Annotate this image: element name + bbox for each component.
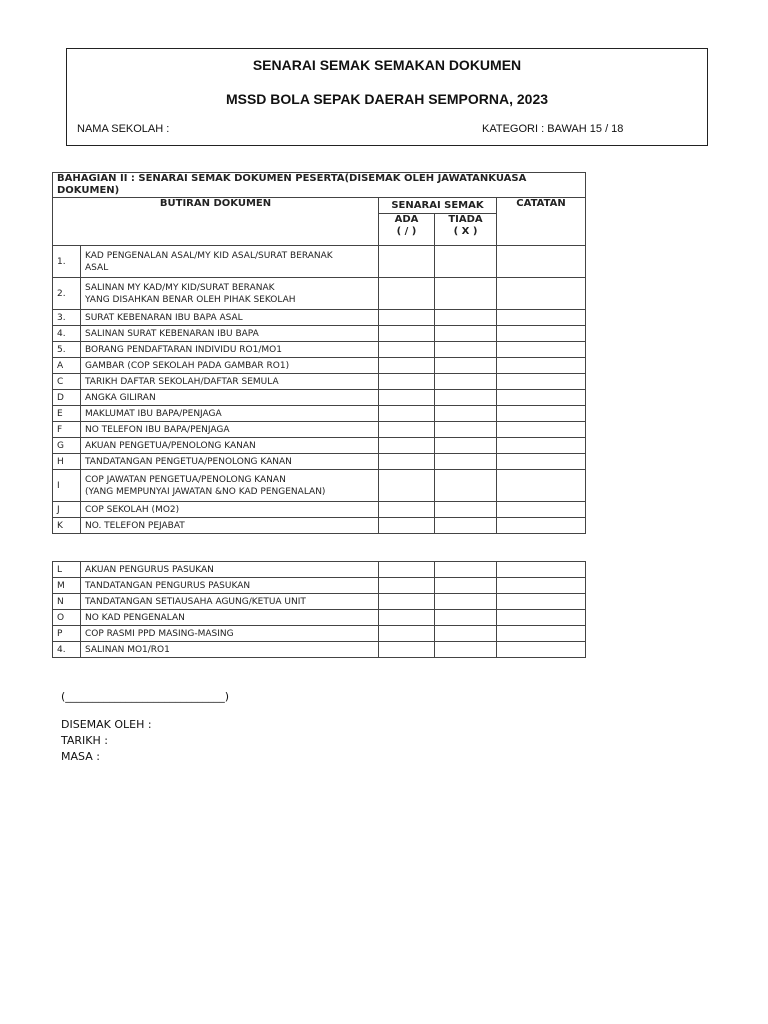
row-item-text: TANDATANGAN PENGURUS PASUKAN (85, 580, 251, 591)
notes-cell[interactable] (497, 358, 586, 374)
table-row (53, 594, 586, 610)
ada-cell[interactable] (379, 562, 435, 578)
ada-cell[interactable] (379, 470, 435, 502)
ada-cell[interactable] (379, 438, 435, 454)
table-row (53, 610, 586, 626)
ada-cell[interactable] (379, 278, 435, 310)
row-number: N (53, 594, 81, 610)
tiada-cell[interactable] (435, 518, 497, 534)
notes-cell[interactable] (497, 562, 586, 578)
checked-by-label: DISEMAK OLEH : (61, 718, 152, 731)
row-item (81, 406, 379, 422)
ada-cell[interactable] (379, 626, 435, 642)
ada-cell[interactable] (379, 642, 435, 658)
row-item (81, 422, 379, 438)
document-title: SENARAI SEMAK SEMAKAN DOKUMEN (252, 57, 522, 73)
row-item-text: AKUAN PENGETUA/PENOLONG KANAN (85, 440, 256, 451)
row-item (81, 326, 379, 342)
table-row (53, 502, 586, 518)
ada-cell[interactable] (379, 310, 435, 326)
notes-cell[interactable] (497, 454, 586, 470)
row-number: 2. (53, 278, 81, 310)
row-item-text: KAD PENGENALAN ASAL/MY KID ASAL/SURAT BERANAK (85, 250, 333, 261)
tiada-mark: ( X ) (453, 226, 478, 237)
row-item-text: NO TELEFON IBU BAPA/PENJAGA (85, 424, 230, 435)
ada-mark: ( / ) (396, 226, 417, 237)
document-subtitle: MSSD BOLA SEPAK DAERAH SEMPORNA, 2023 (225, 91, 549, 107)
row-item (81, 358, 379, 374)
row-number: 1. (53, 246, 81, 278)
notes-cell[interactable] (497, 374, 586, 390)
tiada-cell[interactable] (435, 562, 497, 578)
tiada-cell[interactable] (435, 470, 497, 502)
row-item-text: SALINAN MY KAD/MY KID/SURAT BERANAK (85, 282, 275, 293)
tiada-cell[interactable] (435, 502, 497, 518)
tiada-label: TIADA (448, 214, 483, 225)
table-row (53, 518, 586, 534)
row-item-text: TANDATANGAN SETIAUSAHA AGUNG/KETUA UNIT (85, 596, 306, 607)
table-row (53, 562, 586, 578)
row-item (81, 626, 379, 642)
column-header-ada (379, 214, 435, 246)
notes-cell[interactable] (497, 578, 586, 594)
checklist-table-continued (52, 561, 586, 658)
ada-cell[interactable] (379, 358, 435, 374)
table-row (53, 406, 586, 422)
checklist-table (52, 172, 586, 534)
row-item-text-2: ASAL (85, 262, 109, 273)
row-item (81, 594, 379, 610)
notes-cell[interactable] (497, 422, 586, 438)
row-item-text: GAMBAR (COP SEKOLAH PADA GAMBAR RO1) (85, 360, 290, 371)
tiada-cell[interactable] (435, 642, 497, 658)
row-item-text: SALINAN MO1/RO1 (85, 644, 170, 655)
ada-cell[interactable] (379, 374, 435, 390)
notes-cell[interactable] (497, 518, 586, 534)
row-number: 4. (53, 642, 81, 658)
row-number: 5. (53, 342, 81, 358)
notes-cell[interactable] (497, 438, 586, 454)
category-label: KATEGORI : BAWAH 15 / 18 (482, 123, 624, 135)
notes-cell[interactable] (497, 326, 586, 342)
ada-cell[interactable] (379, 422, 435, 438)
ada-cell[interactable] (379, 610, 435, 626)
row-item (81, 342, 379, 358)
table-row (53, 578, 586, 594)
row-number: I (53, 470, 81, 502)
section-title: BAHAGIAN II : SENARAI SEMAK DOKUMEN PESERTA(DISEMAK OLEH JAWATANKUASA DOKUMEN) (53, 173, 586, 198)
row-item-text: AKUAN PENGURUS PASUKAN (85, 564, 214, 575)
row-item-text: TARIKH DAFTAR SEKOLAH/DAFTAR SEMULA (85, 376, 279, 387)
row-number: C (53, 374, 81, 390)
table-row (53, 454, 586, 470)
table-row (53, 438, 586, 454)
row-number: P (53, 626, 81, 642)
row-item (81, 578, 379, 594)
ada-cell[interactable] (379, 342, 435, 358)
row-item-text: NO. TELEFON PEJABAT (85, 520, 185, 531)
ada-cell[interactable] (379, 594, 435, 610)
tiada-cell[interactable] (435, 438, 497, 454)
column-header-notes: CATATAN (497, 198, 586, 246)
tiada-cell[interactable] (435, 358, 497, 374)
notes-cell[interactable] (497, 310, 586, 326)
tiada-cell[interactable] (435, 342, 497, 358)
notes-cell[interactable] (497, 642, 586, 658)
school-name-label: NAMA SEKOLAH : (77, 123, 170, 135)
row-item (81, 562, 379, 578)
ada-cell[interactable] (379, 518, 435, 534)
row-item (81, 502, 379, 518)
tiada-cell[interactable] (435, 278, 497, 310)
document-header (66, 48, 708, 146)
row-item (81, 454, 379, 470)
row-number: 4. (53, 326, 81, 342)
row-item-text: SURAT KEBENARAN IBU BAPA ASAL (85, 312, 243, 323)
table-row (53, 470, 586, 502)
row-item-text: ANGKA GILIRAN (85, 392, 156, 403)
notes-cell[interactable] (497, 390, 586, 406)
date-label: TARIKH : (61, 734, 108, 747)
notes-cell[interactable] (497, 502, 586, 518)
row-item-text: SALINAN SURAT KEBENARAN IBU BAPA (85, 328, 259, 339)
ada-cell[interactable] (379, 390, 435, 406)
row-item-text: COP JAWATAN PENGETUA/PENOLONG KANAN (85, 474, 286, 485)
row-number: F (53, 422, 81, 438)
row-number: M (53, 578, 81, 594)
ada-label: ADA (394, 214, 419, 225)
table-row (53, 358, 586, 374)
column-header-checklist: SENARAI SEMAK (379, 198, 497, 214)
row-number: E (53, 406, 81, 422)
tiada-cell[interactable] (435, 594, 497, 610)
row-number: L (53, 562, 81, 578)
table-row (53, 626, 586, 642)
row-item-text: COP SEKOLAH (MO2) (85, 504, 180, 515)
tiada-cell[interactable] (435, 422, 497, 438)
tiada-cell[interactable] (435, 246, 497, 278)
row-number: H (53, 454, 81, 470)
row-item (81, 310, 379, 326)
notes-cell[interactable] (497, 470, 586, 502)
table-row (53, 310, 586, 326)
row-item (81, 278, 379, 310)
table-row (53, 278, 586, 310)
table-row (53, 390, 586, 406)
notes-cell[interactable] (497, 610, 586, 626)
row-number: 3. (53, 310, 81, 326)
column-header-tiada (435, 214, 497, 246)
row-item (81, 246, 379, 278)
row-item (81, 518, 379, 534)
ada-cell[interactable] (379, 326, 435, 342)
tiada-cell[interactable] (435, 626, 497, 642)
row-item-text: BORANG PENDAFTARAN INDIVIDU RO1/MO1 (85, 344, 282, 355)
ada-cell[interactable] (379, 246, 435, 278)
row-item-text: TANDATANGAN PENGETUA/PENOLONG KANAN (85, 456, 292, 467)
tiada-cell[interactable] (435, 310, 497, 326)
row-number: J (53, 502, 81, 518)
notes-cell[interactable] (497, 406, 586, 422)
row-item (81, 438, 379, 454)
row-number: G (53, 438, 81, 454)
row-item-text: COP RASMI PPD MASING-MASING (85, 628, 234, 639)
table-row (53, 422, 586, 438)
notes-cell[interactable] (497, 626, 586, 642)
row-item (81, 470, 379, 502)
row-item (81, 610, 379, 626)
table-row (53, 342, 586, 358)
ada-cell[interactable] (379, 454, 435, 470)
row-number: O (53, 610, 81, 626)
tiada-cell[interactable] (435, 390, 497, 406)
row-number: A (53, 358, 81, 374)
row-item-text-2: YANG DISAHKAN BENAR OLEH PIHAK SEKOLAH (85, 294, 296, 305)
signature-line: (_____________________________) (61, 690, 230, 703)
ada-cell[interactable] (379, 406, 435, 422)
notes-cell[interactable] (497, 594, 586, 610)
row-number: K (53, 518, 81, 534)
row-number: D (53, 390, 81, 406)
tiada-cell[interactable] (435, 374, 497, 390)
ada-cell[interactable] (379, 578, 435, 594)
tiada-cell[interactable] (435, 406, 497, 422)
tiada-cell[interactable] (435, 454, 497, 470)
tiada-cell[interactable] (435, 578, 497, 594)
notes-cell[interactable] (497, 278, 586, 310)
row-item-text: NO KAD PENGENALAN (85, 612, 185, 623)
row-item-text-2: (YANG MEMPUNYAI JAWATAN &NO KAD PENGENALAN) (85, 486, 326, 497)
column-header-item: BUTIRAN DOKUMEN (53, 198, 379, 246)
row-item (81, 390, 379, 406)
tiada-cell[interactable] (435, 610, 497, 626)
ada-cell[interactable] (379, 502, 435, 518)
row-item-text: MAKLUMAT IBU BAPA/PENJAGA (85, 408, 222, 419)
notes-cell[interactable] (497, 342, 586, 358)
table-row (53, 374, 586, 390)
table-row (53, 246, 586, 278)
table-row (53, 326, 586, 342)
row-item (81, 642, 379, 658)
table-row (53, 642, 586, 658)
row-item (81, 374, 379, 390)
notes-cell[interactable] (497, 246, 586, 278)
tiada-cell[interactable] (435, 326, 497, 342)
time-label: MASA : (61, 750, 100, 763)
